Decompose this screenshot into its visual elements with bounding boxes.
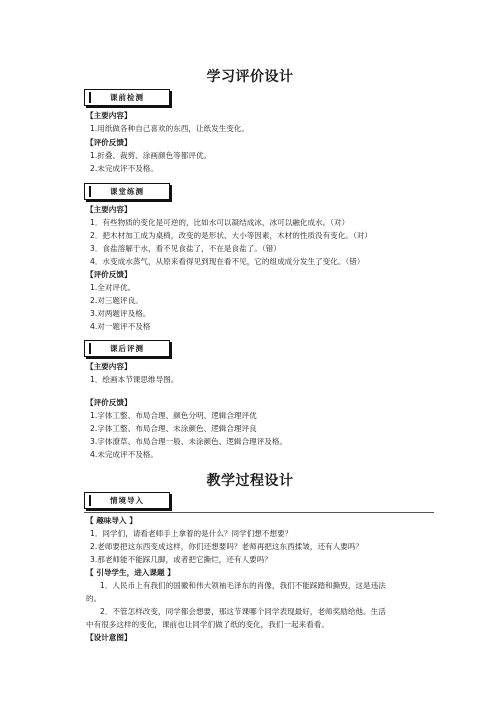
interest-heading: 【 趣味导入 】 — [86, 516, 137, 525]
tag-label: 课前检测 — [110, 93, 144, 102]
content-heading: 【主要内容】 — [86, 205, 132, 214]
tag-marker-icon — [89, 92, 91, 103]
guide-line: 2．不管怎样改变，同学都会想要，那这节课哪个同学表现最好，老师奖励给他。生活 — [100, 607, 386, 616]
content-heading: 【主要内容】 — [86, 111, 132, 120]
content-line: 1．有些物质的变化是可逆的，比如水可以凝结成冰，冰可以融化成水。（对） — [90, 218, 350, 227]
guide-heading: 【 引导学生，进入课题 】 — [86, 568, 175, 577]
design-heading: 【设计意图】 — [86, 633, 132, 642]
guide-line: 1．人民币上有我们的国徽和伟大领袖毛泽东的肖像，我们不能踩踏和撕毁，这是违法 — [100, 581, 386, 590]
interest-line: 1．同学们，请看老师手上拿着的是什么？同学们想不想要？ — [90, 529, 293, 538]
guide-line: 中有很多这样的变化，课前也让同学们做了纸的变化，我们一起来看看。 — [86, 620, 329, 629]
tag-marker-icon — [89, 186, 91, 197]
tag-marker-icon — [89, 495, 91, 506]
content-line: 1．绘画本节课思维导图。 — [90, 375, 179, 384]
guide-line: 的。 — [86, 594, 102, 603]
feedback-heading: 【评价反馈】 — [86, 270, 132, 279]
tag-intro — [84, 492, 170, 509]
section-title-learning-eval: 学习评价设计 — [206, 69, 294, 85]
tag-after-class — [84, 340, 170, 357]
section-title-teaching-process: 教学过程设计 — [206, 473, 294, 489]
tag-label: 课后评测 — [110, 344, 144, 353]
feedback-line: 2.对三题评良。 — [90, 296, 143, 305]
interest-line: 2.老师要把这东西变成这样，你们还想要吗？老师再把这东西揉皱，还有人要吗？ — [90, 542, 364, 551]
feedback-line: 1.全对评优。 — [90, 283, 136, 292]
feedback-line: 1.字体工整、布局合理、颜色分明、逻辑合理评优 — [90, 411, 257, 420]
interest-line: 3.那老师能不能踩几脚，或者把它撕烂，还有人要吗？ — [90, 555, 272, 564]
divider — [84, 512, 434, 513]
tag-marker-icon — [89, 343, 91, 354]
tag-pre-class — [84, 89, 170, 106]
content-heading: 【主要内容】 — [86, 362, 132, 371]
feedback-heading: 【评价反馈】 — [86, 398, 132, 407]
content-line: 1.用纸做各种自己喜欢的东西，让纸发生变化。 — [90, 124, 250, 133]
feedback-line: 2.字体工整、布局合理、未涂颜色、逻辑合理评良 — [90, 424, 257, 433]
feedback-line: 4.对一题评不及格 — [90, 322, 151, 331]
feedback-line: 3.对两题评及格。 — [90, 309, 151, 318]
feedback-line: 1.折叠、裁剪、涂画颜色等都评优。 — [90, 151, 212, 160]
feedback-line: 2.未完成评不及格。 — [90, 164, 158, 173]
feedback-line: 3.字体潦草、布局合理一般、未涂颜色、逻辑合理评及格。 — [90, 437, 288, 446]
content-line: 2．把木材加工成为桌椅，改变的是形状、大小等因素，木材的性质没有变化。（对） — [90, 231, 372, 240]
content-line: 3．食盐溶解于水，看不见食盐了，不在是食盐了。（错） — [90, 244, 281, 253]
content-line: 4．水变成水蒸气，从原来看得见到现在看不见，它的组成成分发生了变化。（错） — [90, 257, 365, 266]
feedback-line: 4.未完成评不及格。 — [90, 450, 158, 459]
feedback-heading: 【评价反馈】 — [86, 138, 132, 147]
tag-label: 情境导入 — [110, 496, 144, 505]
tag-in-class — [84, 183, 170, 200]
tag-label: 课堂练测 — [110, 187, 144, 196]
